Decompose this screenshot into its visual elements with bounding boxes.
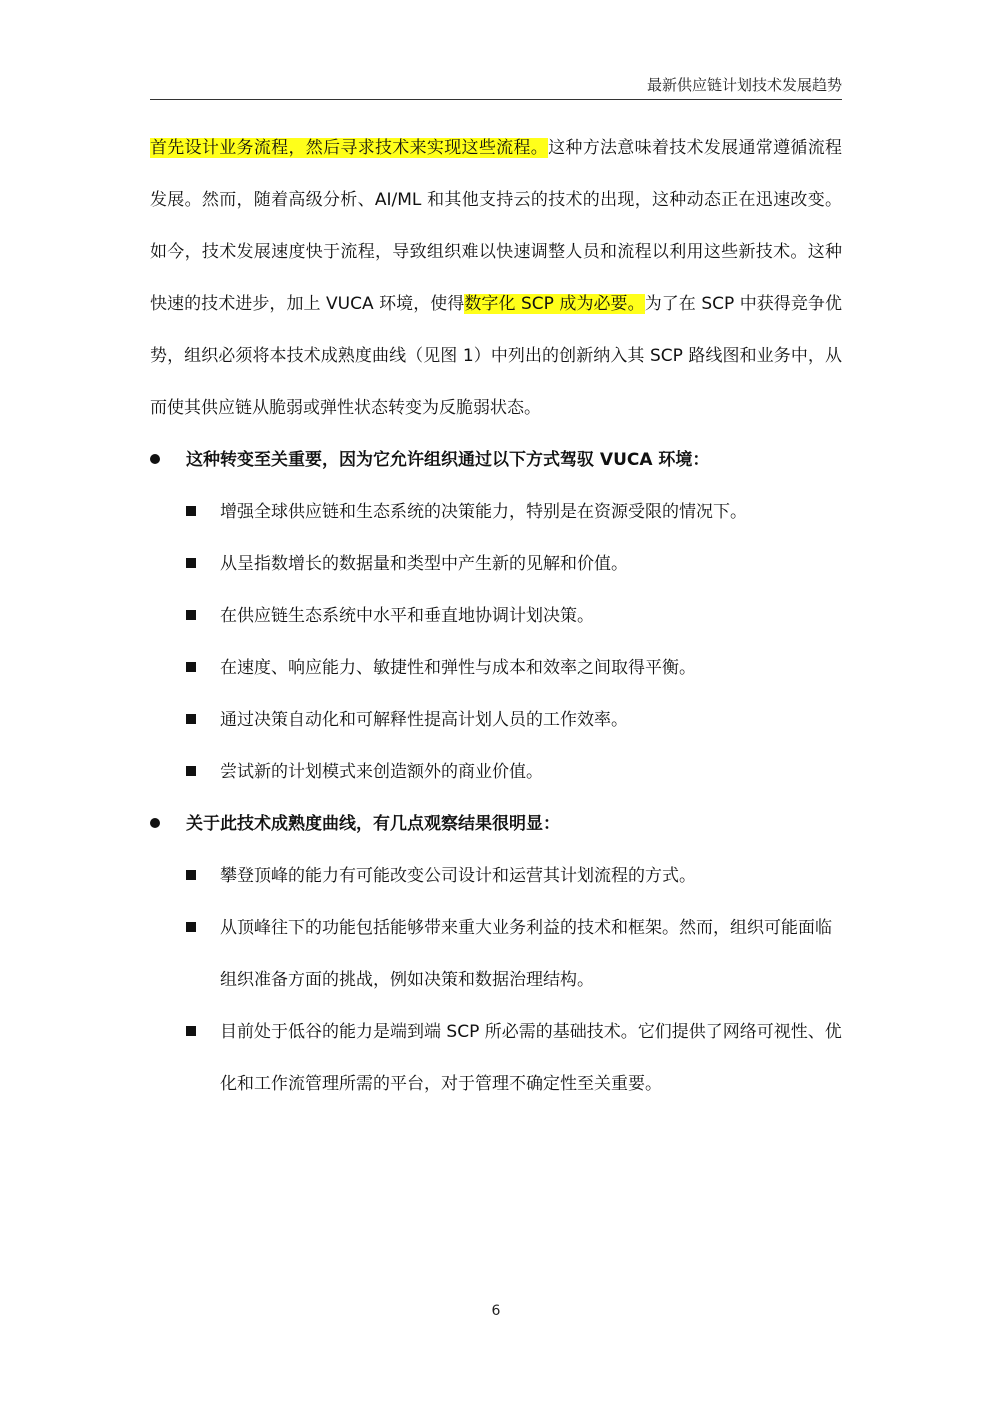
bullet-heading-text: 这种转变至关重要，因为它允许组织通过以下方式驾驭 VUCA 环境： (186, 450, 710, 470)
list-item (150, 1006, 842, 1110)
list-item-text: 攀登顶峰的能力有可能改变公司设计和运营其计划流程的方式。 (220, 866, 696, 886)
list-item (150, 902, 842, 1006)
list-item-text: 通过决策自动化和可解释性提高计划人员的工作效率。 (220, 710, 628, 730)
header-rule (150, 99, 842, 100)
square-bullet-icon (186, 922, 196, 932)
highlight-2: 数字化 SCP 成为必要。 (464, 294, 645, 314)
list-item-text: 从呈指数增长的数据量和类型中产生新的见解和价值。 (220, 554, 628, 574)
square-bullet-icon (186, 1026, 196, 1036)
bullet-heading-2 (150, 798, 842, 850)
bullet-dot-icon (150, 818, 160, 828)
bullet-dot-icon (150, 454, 160, 464)
list-item-text: 在速度、响应能力、敏捷性和弹性与成本和效率之间取得平衡。 (220, 658, 696, 678)
intro-text-2: 为了在 SCP 中获得竞争优势，组织必须将本技术成熟度曲线（见图 1）中列出的创新纳入其 SCP 路线图和业务中，从而使其供应链从脆弱或弹性状态转变为反脆弱状态。 (150, 294, 842, 418)
page-number: 6 (491, 1303, 501, 1319)
page-body (150, 122, 842, 1110)
list-item (150, 746, 842, 798)
list-item (150, 850, 842, 902)
bullet-heading-1 (150, 434, 842, 486)
list-item-text: 目前处于低谷的能力是端到端 SCP 所必需的基础技术。它们提供了网络可视性、优化和工作流管理所需的平台，对于管理不确定性至关重要。 (220, 1022, 842, 1094)
highlight-1: 首先设计业务流程，然后寻求技术来实现这些流程。 (150, 138, 549, 158)
list-item-text: 增强全球供应链和生态系统的决策能力，特别是在资源受限的情况下。 (220, 502, 747, 522)
intro-paragraph (150, 122, 842, 434)
list-item-text: 在供应链生态系统中水平和垂直地协调计划决策。 (220, 606, 594, 626)
square-bullet-icon (186, 558, 196, 568)
square-bullet-icon (186, 506, 196, 516)
square-bullet-icon (186, 870, 196, 880)
list-item-text: 尝试新的计划模式来创造额外的商业价值。 (220, 762, 543, 782)
square-bullet-icon (186, 662, 196, 672)
list-item (150, 590, 842, 642)
list-item (150, 538, 842, 590)
square-bullet-icon (186, 610, 196, 620)
running-header: 最新供应链计划技术发展趋势 (646, 76, 842, 94)
list-item (150, 486, 842, 538)
square-bullet-icon (186, 766, 196, 776)
square-bullet-icon (186, 714, 196, 724)
list-item (150, 694, 842, 746)
intro-text-1: 这种方法意味着技术发展通常遵循流程发展。然而，随着高级分析、AI/ML 和其他支持云的技术的出现，这种动态正在迅速改变。如今，技术发展速度快于流程，导致组织难以快速调整人员和流程以利用这些新技术。这种快速的技术进步，加上 VUCA 环境，使得 (150, 138, 843, 314)
list-item-text: 从顶峰往下的功能包括能够带来重大业务利益的技术和框架。然而，组织可能面临组织准备方面的挑战，例如决策和数据治理结构。 (220, 918, 832, 990)
list-item (150, 642, 842, 694)
bullet-heading-text: 关于此技术成熟度曲线，有几点观察结果很明显： (186, 814, 560, 834)
